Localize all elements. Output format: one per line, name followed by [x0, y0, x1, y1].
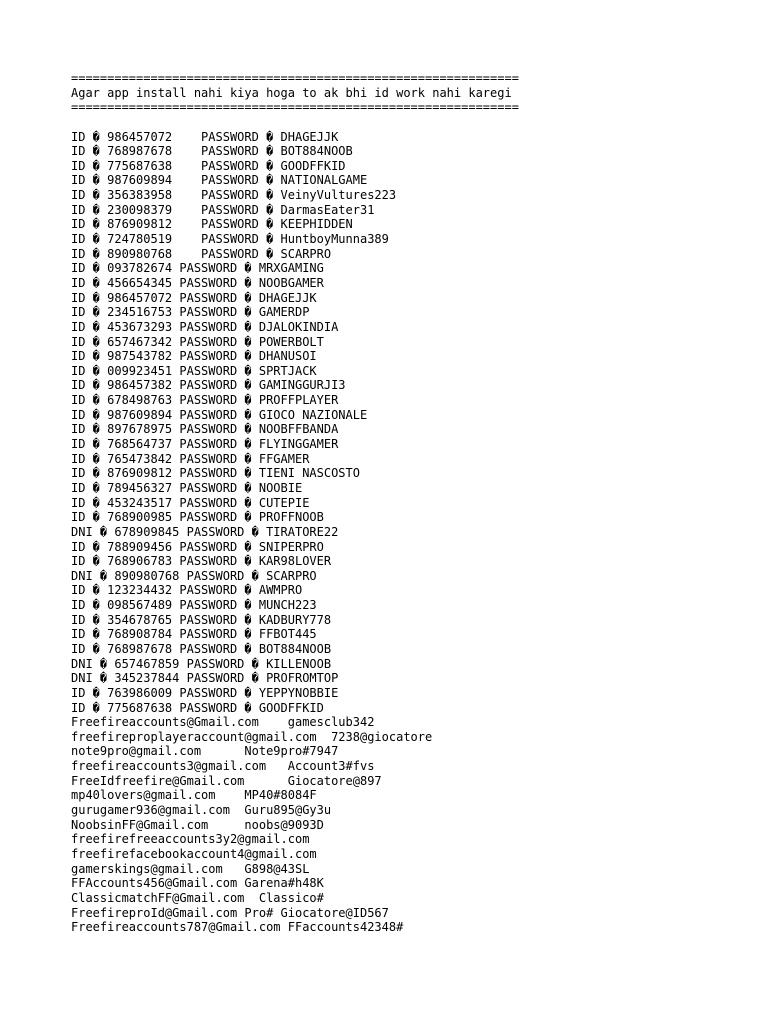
- document-line: freefirefreeaccounts3y2@gmail.com: [71, 832, 310, 847]
- document-line: FreeIdfreefire@Gmail.com Giocatore@897: [71, 773, 382, 788]
- document-line: note9pro@gmail.com Note9pro#7947: [71, 744, 339, 759]
- document-line: ID � 678498763 PASSWORD � PROFFPLAYER: [71, 393, 339, 408]
- document-line: freefireaccounts3@gmail.com Account3#fvs: [71, 759, 375, 774]
- document-line: ID � 768908784 PASSWORD � FFBOT445: [71, 627, 317, 642]
- document-line: ID � 230098379 PASSWORD � DarmasEater31: [71, 202, 375, 217]
- document-line: ID � 986457072 PASSWORD � DHAGEJJK: [71, 129, 339, 144]
- document-line: DNI � 678909845 PASSWORD � TIRATORE22: [71, 524, 339, 539]
- document-line: ID � 453673293 PASSWORD � DJALOKINDIA: [71, 319, 339, 334]
- document-line: ID � 768900985 PASSWORD � PROFFNOOB: [71, 510, 324, 525]
- document-line: Freefireaccounts787@Gmail.com FFaccounts42348#: [71, 920, 404, 935]
- document-line: ID � 763986009 PASSWORD � YEPPYNOBBIE: [71, 685, 339, 700]
- document-line: FreefireproId@Gmail.com Pro# Giocatore@ID567: [71, 905, 389, 920]
- document-line: ID � 453243517 PASSWORD � CUTEPIE: [71, 495, 310, 510]
- document-line: ID � 768987678 PASSWORD � BOT884NOOB: [71, 641, 332, 656]
- document-line: ID � 986457382 PASSWORD � GAMINGGURJI3: [71, 378, 346, 393]
- document-line: ID � 775687638 PASSWORD � GOODFFKID: [71, 158, 346, 173]
- document-line: ID � 986457072 PASSWORD � DHAGEJJK: [71, 290, 317, 305]
- document-line: mp40lovers@gmail.com MP40#8084F: [71, 788, 317, 803]
- document-line: ID � 768987678 PASSWORD � BOT884NOOB: [71, 144, 353, 159]
- document-line: DNI � 345237844 PASSWORD � PROFROMTOP: [71, 671, 339, 686]
- document-line: ID � 234516753 PASSWORD � GAMERDP: [71, 305, 310, 320]
- document-line: ID � 123234432 PASSWORD � AWMPRO: [71, 583, 303, 598]
- document-line: ID � 093782674 PASSWORD � MRXGAMING: [71, 261, 324, 276]
- document-line: [71, 115, 751, 130]
- document-line: DNI � 657467859 PASSWORD � KILLENOOB: [71, 656, 332, 671]
- document-line: ID � 009923451 PASSWORD � SPRTJACK: [71, 363, 317, 378]
- document-line: ID � 897678975 PASSWORD � NOOBFFBANDA: [71, 422, 339, 437]
- document-line: ID � 775687638 PASSWORD � GOODFFKID: [71, 700, 324, 715]
- document-line: ID � 987609894 PASSWORD � GIOCO NAZIONALE: [71, 407, 368, 422]
- document-page: [71, 71, 751, 935]
- document-line: freefireproplayeraccount@gmail.com 7238@giocatore: [71, 729, 433, 744]
- document-line: ID � 890980768 PASSWORD � SCARPRO: [71, 246, 332, 261]
- document-line: ID � 356383958 PASSWORD � VeinyVultures223: [71, 188, 397, 203]
- document-line: Agar app install nahi kiya hoga to ak bhi id work nahi karegi: [71, 85, 512, 100]
- document-line: ==============================================================: [71, 100, 519, 115]
- document-line: ID � 876909812 PASSWORD � TIENI NASCOSTO: [71, 466, 360, 481]
- document-line: ID � 987609894 PASSWORD � NATIONALGAME: [71, 173, 368, 188]
- document-line: ClassicmatchFF@Gmail.com Classico#: [71, 890, 324, 905]
- document-line: ID � 724780519 PASSWORD � HuntboyMunna389: [71, 232, 389, 247]
- document-line: ID � 788909456 PASSWORD � SNIPERPRO: [71, 539, 324, 554]
- document-line: NoobsinFF@Gmail.com noobs@9093D: [71, 817, 324, 832]
- document-line: ID � 098567489 PASSWORD � MUNCH223: [71, 598, 317, 613]
- document-line: ID � 768564737 PASSWORD � FLYINGGAMER: [71, 437, 339, 452]
- document-line: ID � 789456327 PASSWORD � NOOBIE: [71, 480, 303, 495]
- document-line: ID � 354678765 PASSWORD � KADBURY778: [71, 612, 332, 627]
- document-line: gurugamer936@gmail.com Guru895@Gy3u: [71, 803, 332, 818]
- document-line: ID � 765473842 PASSWORD � FFGAMER: [71, 451, 310, 466]
- document-line: DNI � 890980768 PASSWORD � SCARPRO: [71, 568, 317, 583]
- document-line: ID � 657467342 PASSWORD � POWERBOLT: [71, 334, 324, 349]
- document-line: ID � 987543782 PASSWORD � DHANUSOI: [71, 349, 317, 364]
- document-line: freefirefacebookaccount4@gmail.com: [71, 846, 317, 861]
- document-line: Freefireaccounts@Gmail.com gamesclub342: [71, 715, 375, 730]
- document-line: gamerskings@gmail.com G898@43SL: [71, 861, 310, 876]
- document-line: FFAccounts456@Gmail.com Garena#h48K: [71, 876, 324, 891]
- document-line: ID � 876909812 PASSWORD � KEEPHIDDEN: [71, 217, 353, 232]
- document-line: ID � 768906783 PASSWORD � KAR98LOVER: [71, 554, 332, 569]
- document-line: ==============================================================: [71, 71, 519, 85]
- document-line: ID � 456654345 PASSWORD � NOOBGAMER: [71, 275, 324, 290]
